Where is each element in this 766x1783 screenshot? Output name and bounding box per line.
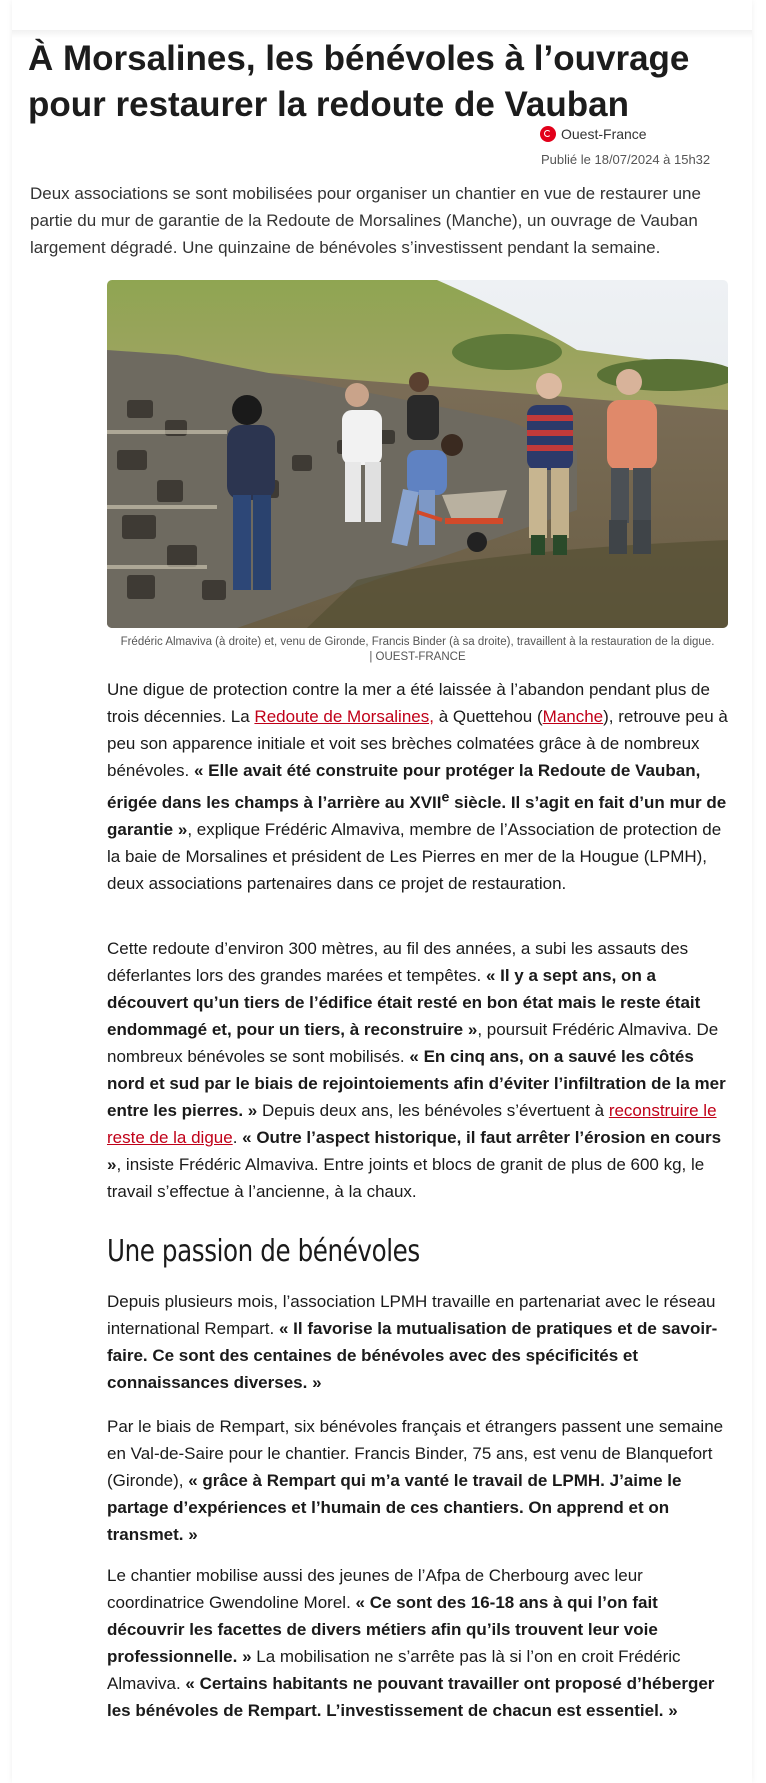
link-reconstruire-digue[interactable]: reconstruire le reste de la digue	[107, 1101, 717, 1147]
p3-text-1: Depuis plusieurs mois, l’association LPMH travaille en partenariat avec le réseau international Rempart.	[107, 1292, 716, 1338]
p2-quote-3: « Outre l’aspect historique, il faut arrêter l’érosion en cours »	[107, 1128, 722, 1174]
article-title: À Morsalines, les bénévoles à l’ouvrage pour restaurer la redoute de Vauban	[28, 39, 690, 124]
p1-text-2: à Quettehou (	[433, 707, 543, 726]
p2-quote-2: « En cinq ans, on a sauvé les côtés nord et sud par le biais de rejointoiements afin d’éviter l’infiltration de la mer entre les pierres. »	[107, 1047, 726, 1120]
p5-text-1: Le chantier mobilise aussi des jeunes de l’Afpa de Cherbourg avec leur coordinatrice Gwendoline Morel.	[107, 1566, 643, 1612]
paragraph-5	[107, 1562, 732, 1724]
caption-text: Frédéric Almaviva (à droite) et, venu de Gironde, Francis Binder (à sa droite), travaillent à la restauration de la digue.	[120, 636, 715, 648]
p2-text-1: Cette redoute d’environ 300 mètres, au fil des années, a subi les assauts des déferlantes lors des grandes marées et tempêtes.	[107, 939, 689, 985]
article-lead: Deux associations se sont mobilisées pour organiser un chantier en vue de restaurer une partie du mur de garantie de la Redoute de Morsalines (Manche), un ouvrage de Vauban largement dégradé. Une quinzaine de bénévoles s’investissent pendant la semaine.	[30, 184, 701, 257]
source-name: Ouest-France	[561, 126, 647, 142]
link-redoute-morsalines[interactable]: Redoute de Morsalines,	[254, 707, 434, 726]
p2-quote-1: « Il y a sept ans, on a découvert qu’un tiers de l’édifice était resté en bon état mais le reste était endommagé et, pour un tiers, à reconstruire »	[107, 966, 701, 1039]
p1-quote-sup: e	[441, 789, 450, 805]
photo-caption	[107, 635, 728, 665]
p1-text-1: Une digue de protection contre la mer a été laissée à l’abandon pendant plus de trois décennies. La	[107, 680, 710, 726]
p2-text-2: , poursuit Frédéric Almaviva. De nombreux bénévoles se sont mobilisés.	[107, 1020, 719, 1066]
section-subheading: Une passion de bénévoles	[107, 1234, 420, 1269]
caption-credit: | OUEST-FRANCE	[369, 651, 466, 663]
p5-quote-1: « Ce sont des 16-18 ans à qui l’on fait découvrir les facettes de divers métiers afin qu’ils trouvent leur voie professionnelle. »	[107, 1593, 658, 1666]
p4-quote-1: « grâce à Rempart qui m’a vanté le travail de LPMH. J’aime le partage d’expériences et l’humain de ces chantiers. On apprend et on transmet. »	[107, 1471, 682, 1544]
article-page	[12, 0, 752, 1783]
link-manche[interactable]: Manche	[542, 707, 604, 726]
publish-date: Publié le 18/07/2024 à 15h32	[541, 152, 711, 167]
paragraph-4	[107, 1413, 732, 1548]
photo-volunteers-on-seawall	[107, 280, 728, 628]
source-link[interactable]	[540, 126, 647, 142]
p1-text-3: ), retrouve peu à peu son apparence initiale et voit ses brèches colmatées grâce à de nombreux bénévoles.	[107, 707, 728, 780]
paragraph-3	[107, 1288, 732, 1396]
ouest-france-logo-icon	[540, 126, 556, 142]
article-photo	[107, 280, 728, 628]
p1-quote-part-1: « Elle avait été construite pour protéger la Redoute de Vauban, érigée dans les champs à l’arrière au XVII	[107, 761, 701, 812]
paragraph-2	[107, 935, 732, 1205]
p5-quote-2: « Certains habitants ne pouvant travailler ont proposé d’héberger les bénévoles de Rempart. L’investissement de chacun est essentiel. »	[107, 1674, 715, 1720]
p1-text-4: , explique Frédéric Almaviva, membre de l’Association de protection de la baie de Morsalines et président de Les Pierres en mer de la Hougue (LPMH), deux associations partenaires dans ce projet de restauration.	[107, 819, 722, 893]
paragraph-1	[107, 676, 732, 897]
p2-text-5: , insiste Frédéric Almaviva. Entre joints et blocs de granit de plus de 600 kg, le travail s’effectue à l’ancienne, à la chaux.	[107, 1155, 705, 1201]
p1-quote-part-2: siècle. Il s’agit en fait d’un mur de garantie »	[107, 792, 727, 839]
p2-text-3: Depuis deux ans, les bénévoles s’évertuent à	[257, 1101, 609, 1120]
p2-text-4: .	[232, 1128, 243, 1147]
p5-text-2: La mobilisation ne s’arrête pas là si l’on en croit Frédéric Almaviva.	[107, 1647, 681, 1693]
p3-quote-1: « Il favorise la mutualisation de pratiques et de savoir-faire. Ce sont des centaines de bénévoles avec des spécificités et connaissances diverses. »	[107, 1319, 718, 1392]
p4-text-1: Par le biais de Rempart, six bénévoles français et étrangers passent une semaine en Val-de-Saire pour le chantier. Francis Binder, 75 ans, est venu de Blanquefort (Gironde),	[107, 1417, 724, 1490]
